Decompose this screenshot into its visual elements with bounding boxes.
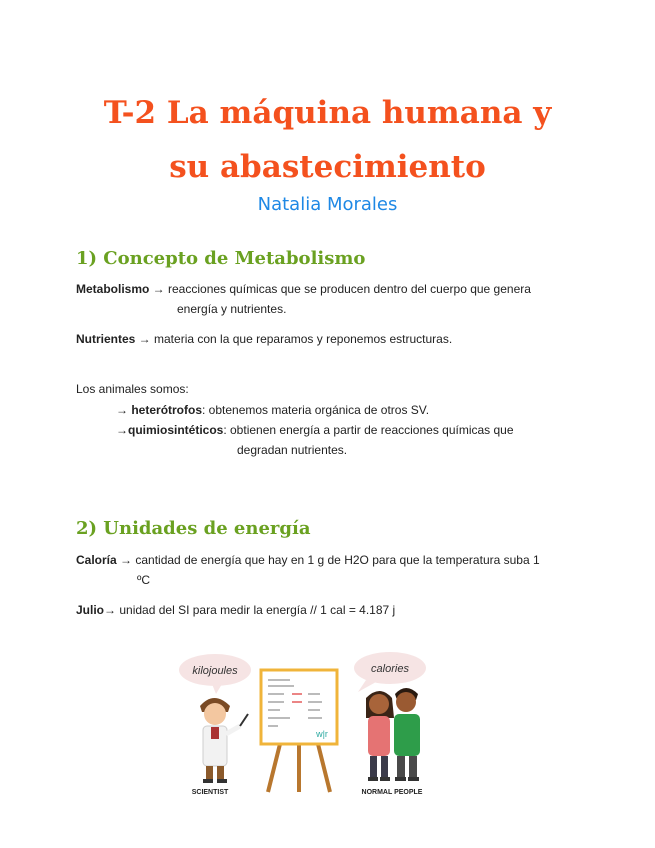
definition-julio [76,600,578,620]
definition-text: cantidad de energía que hay en 1 g de H2O para que la temperatura suba 1 [135,553,540,567]
section-heading-metabolismo: 1) Concepto de Metabolismo [76,248,366,269]
speech-bubble-right [354,652,426,692]
arrow: → [116,403,132,417]
arrow: → [104,603,120,617]
arrow: → [116,553,136,567]
author-name: Natalia Morales [257,194,398,215]
bubble-text-kilojoules: kilojoules [192,665,238,677]
normal-people-figures [366,688,420,781]
term-nutrientes: Nutrientes [76,332,136,346]
nutrition-board [261,670,337,792]
definition-nutrientes [76,329,578,349]
section-heading-unidades: 2) Unidades de energía [76,518,311,539]
item-quimiosinteticos [116,420,578,460]
term-caloria: Caloría [76,553,117,567]
term-metabolismo: Metabolismo [76,282,150,296]
bubble-text-calories: calories [371,663,409,675]
caption-scientist: SCIENTIST [191,789,229,796]
definition-text: : obtenemos materia orgánica de otros SV. [202,403,430,417]
arrow: → [149,282,169,296]
caption-normal-people: NORMAL PEOPLE [361,789,423,796]
title-line-1: T-2 La máquina humana y [103,95,552,131]
kilojoules-vs-calories-illustration [170,650,460,800]
definition-text-continued: ºC [137,573,151,587]
term-quimiosinteticos: quimiosintéticos [128,423,224,437]
page-title [0,86,655,194]
term-julio: Julio [76,603,105,617]
item-heterotrofos [116,400,578,420]
animales-intro: Los animales somos: [76,382,189,396]
definition-text-continued: degradan nutrientes. [237,443,348,457]
arrow: → [116,423,128,437]
title-line-2: su abastecimiento [169,149,486,185]
definition-text-continued: energía y nutrientes. [177,302,287,316]
speech-bubble-left [179,654,251,694]
definition-caloria [76,550,571,590]
term-heterotrofos: heterótrofos [131,403,203,417]
scientist-figure [200,698,248,783]
definition-text: unidad del SI para medir la energía // 1 cal = 4.187 j [119,603,396,617]
board-logo: w|r [316,729,328,739]
definition-text: : obtienen energía a partir de reacciones químicas que [223,423,514,437]
arrow: → [135,332,155,346]
definition-text: reacciones químicas que se producen dentro del cuerpo que genera [168,282,531,296]
definition-metabolismo [76,279,578,319]
definition-text: materia con la que reparamos y reponemos estructuras. [154,332,453,346]
